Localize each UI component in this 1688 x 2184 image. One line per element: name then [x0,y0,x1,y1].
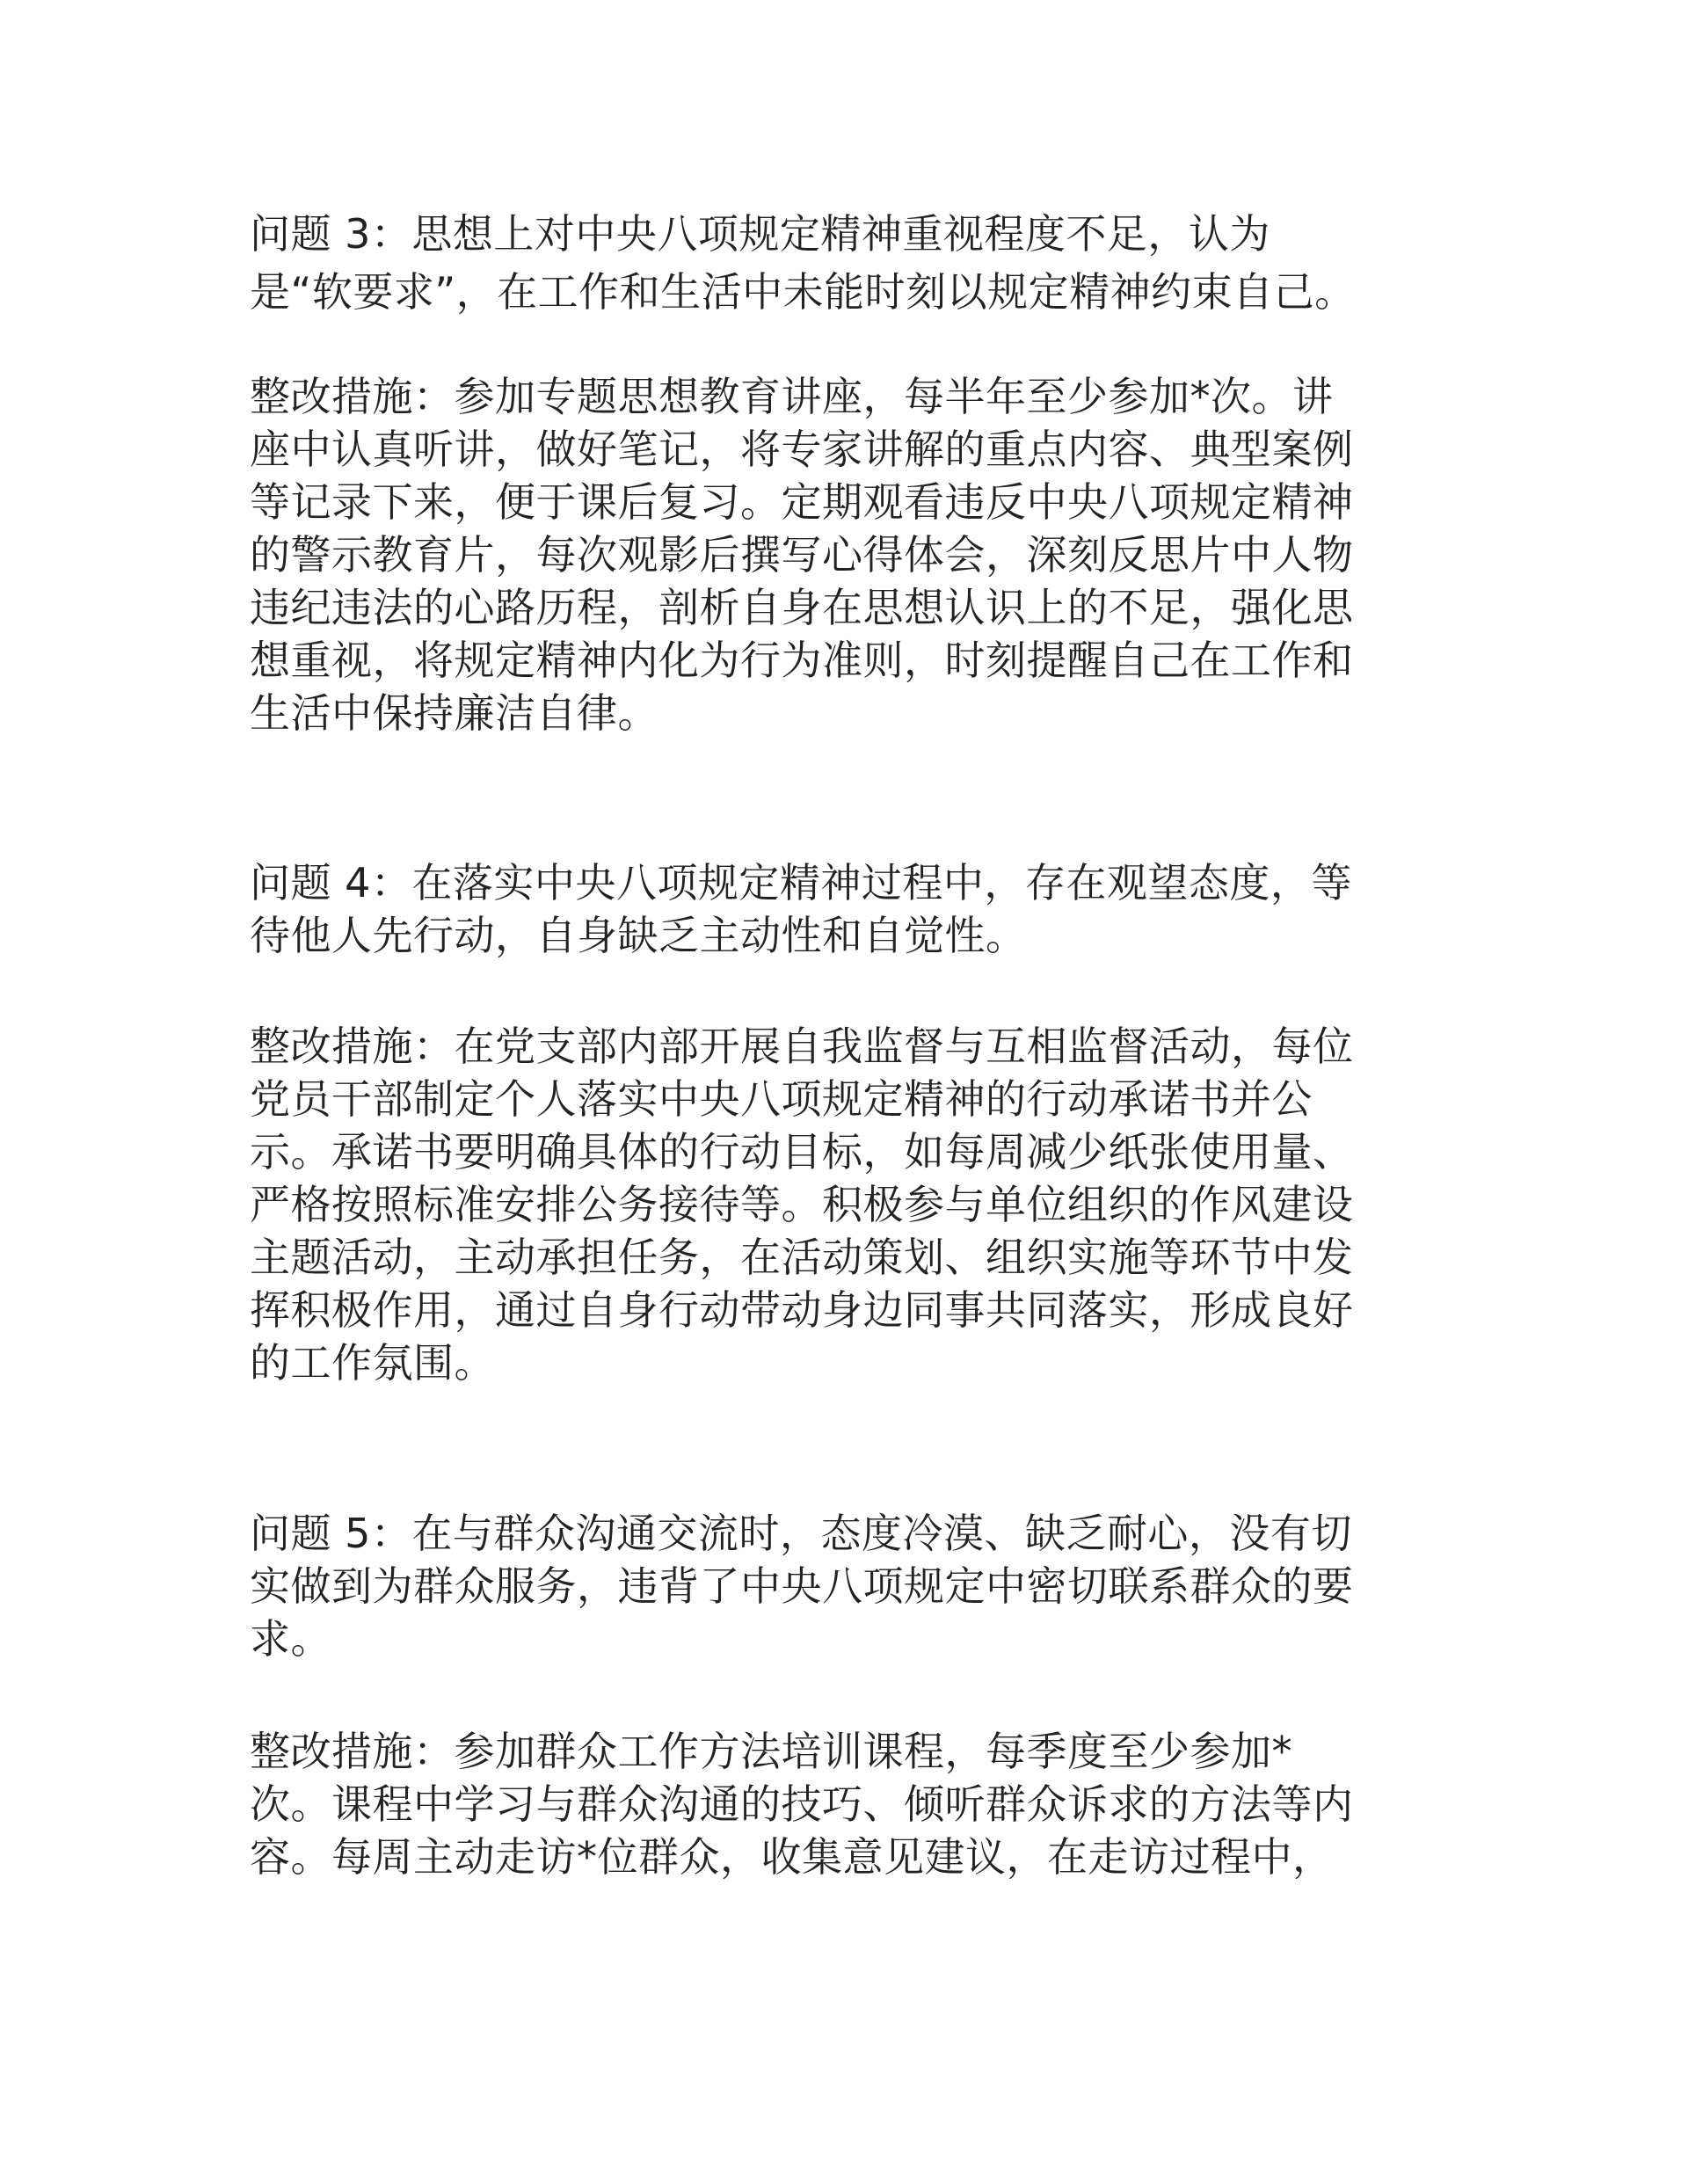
text-line: 严格按照标准安排公务接待等。积极参与单位组织的作风建设 [250,1181,1354,1228]
text-line: 问题 3：思想上对中央八项规定精神重视程度不足，认为 [250,210,1270,258]
text-line: 挥积极作用，通过自身行动带动身边同事共同落实，形成良好 [250,1286,1354,1334]
text-line: 生活中保持廉洁自律。 [250,689,658,737]
text-line: 想重视，将规定精神内化为行为准则，时刻提醒自己在工作和 [250,637,1354,684]
paragraph-measure-3 [250,354,1354,755]
text-line: 求。 [250,1615,331,1663]
text-line: 违纪违法的心路历程，剖析自身在思想认识上的不足，强化思 [250,584,1354,631]
text-line: 的工作氛围。 [250,1339,495,1387]
text-line: 等记录下来，便于课后复习。定期观看违反中央八项规定精神 [250,478,1354,526]
text-line: 座中认真听讲，做好笔记，将专家讲解的重点内容、典型案例 [250,426,1354,473]
text-line: 示。承诺书要明确具体的行动目标，如每周减少纸张使用量、 [250,1128,1354,1176]
text-line: 问题 4：在落实中央八项规定精神过程中，存在观望态度，等 [250,859,1352,906]
text-line: 整改措施：参加群众工作方法培训课程，每季度至少参加* [250,1728,1292,1775]
text-line: 的警示教育片，每次观影后撰写心得体会，深刻反思片中人物 [250,531,1354,579]
paragraph-issue-3 [250,192,1356,334]
paragraph-measure-4 [250,1004,1354,1405]
text-line: 党员干部制定个人落实中央八项规定精神的行动承诺书并公 [250,1075,1313,1123]
paragraph-issue-4 [250,841,1352,978]
text-line: 容。每周主动走访*位群众，收集意见建议，在走访过程中， [250,1833,1334,1881]
text-line: 次。课程中学习与群众沟通的技巧、倾听群众诉求的方法等内 [250,1780,1354,1828]
text-line: 待他人先行动，自身缺乏主动性和自觉性。 [250,912,1027,959]
text-line: 实做到为群众服务，违背了中央八项规定中密切联系群众的要 [250,1562,1354,1610]
text-line: 问题 5：在与群众沟通交流时，态度冷漠、缺乏耐心，没有切 [250,1510,1352,1557]
text-line: 是“软要求”，在工作和生活中未能时刻以规定精神约束自己。 [250,268,1356,316]
text-line: 主题活动，主动承担任务，在活动策划、组织实施等环节中发 [250,1234,1354,1281]
text-line: 整改措施：在党支部内部开展自我监督与互相监督活动，每位 [250,1023,1354,1070]
paragraph-issue-5 [250,1491,1354,1681]
text-line: 整改措施：参加专题思想教育讲座，每半年至少参加*次。讲 [250,373,1334,420]
paragraph-measure-5 [250,1709,1354,1899]
